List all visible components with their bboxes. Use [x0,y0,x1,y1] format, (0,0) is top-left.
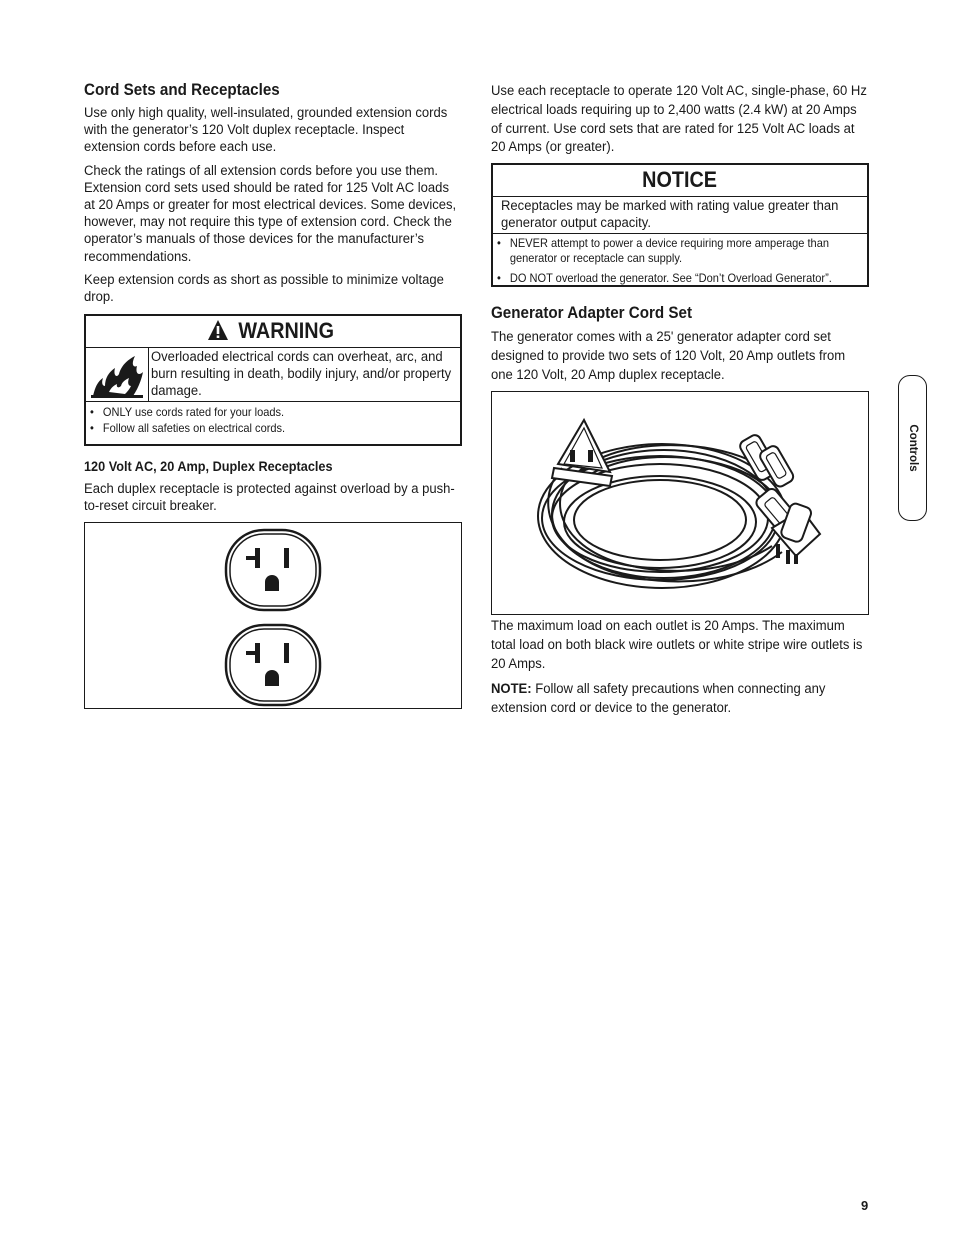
section-tab-label: Controls [906,424,919,472]
note-text: Follow all safety precautions when connecting any extension cord or device to the generator. [491,680,826,716]
warning-box [84,314,462,446]
list-item: • DO NOT overload the generator. See “Don’t Overload Generator”. [497,271,878,286]
paragraph: The maximum load on each outlet is 20 Amps. The maximum total load on both black wire outlets or white stripe wire outlets is 20 Amps. [491,617,863,672]
notice-bullets [493,234,867,289]
warning-body [86,348,460,402]
subheading-duplex-receptacles: 120 Volt AC, 20 Amp, Duplex Receptacles [84,459,333,475]
warning-header [86,316,460,348]
paragraph: The generator comes with a 25' generator adapter cord set designed to provide two sets of 120 Volt, 20 Amp outlets from one 120 Volt, 20 Amp duplex receptacle. [491,329,846,383]
paragraph: Keep extension cords as short as possible to minimize voltage drop. [84,271,444,306]
left-column [84,80,462,709]
notice-text: Receptacles may be marked with rating value greater than generator output capacity. [493,197,867,234]
adapter-cord-set-icon [492,392,867,613]
list-item: • ONLY use cords rated for your loads. [90,404,471,420]
duplex-receptacle-icon [85,523,460,707]
warning-bullets [86,402,460,439]
fire-hazard-icon [86,348,149,401]
adapter-cord-set-figure [491,391,869,615]
notice-box [491,163,869,287]
duplex-receptacle-figure [84,522,462,709]
section-heading-adapter-cord: Generator Adapter Cord Set [491,304,693,323]
right-column [491,80,869,724]
paragraph: Each duplex receptacle is protected against overload by a push-to-reset circuit breaker. [84,481,455,515]
warning-text: Overloaded electrical cords can overheat, arc, and burn resulting in death, bodily injury, and/or property damage. [151,349,452,400]
list-item: • Follow all safeties on electrical cords. [90,420,471,436]
warning-triangle-icon [207,319,229,341]
note-label: NOTE: [491,680,532,697]
list-item: • NEVER attempt to power a device requiring more amperage than generator or receptacle can supply. [497,236,878,266]
paragraph: Use each receptacle to operate 120 Volt AC, single-phase, 60 Hz electrical loads requiring up to 2,400 watts (2.4 kW) at 20 Amps of current. Use cord sets that are rated for 125 Volt AC loads at 20 Amps (or greater). [491,83,867,156]
notice-header [493,165,867,197]
notice-title: NOTICE [642,167,718,193]
section-heading-cord-sets: Cord Sets and Receptacles [84,81,280,99]
paragraph: Check the ratings of all extension cords before you use them. Extension cord sets used should be rated for 125 Volt AC loads at 20 Amps or greater for most electrical devices. Some devices, however, may not require this type of extension cord. Check the operator’s manuals of those devices for the manufacturer’s recommendations. [84,162,457,265]
note-paragraph [491,680,870,718]
section-tab-controls [898,375,927,521]
paragraph: Use only high quality, well-insulated, grounded extension cords with the generator’s 120 Volt duplex receptacle. Inspect extension cords before each use. [84,105,448,156]
warning-title: WARNING [238,318,334,344]
page-number: 9 [861,1198,869,1213]
